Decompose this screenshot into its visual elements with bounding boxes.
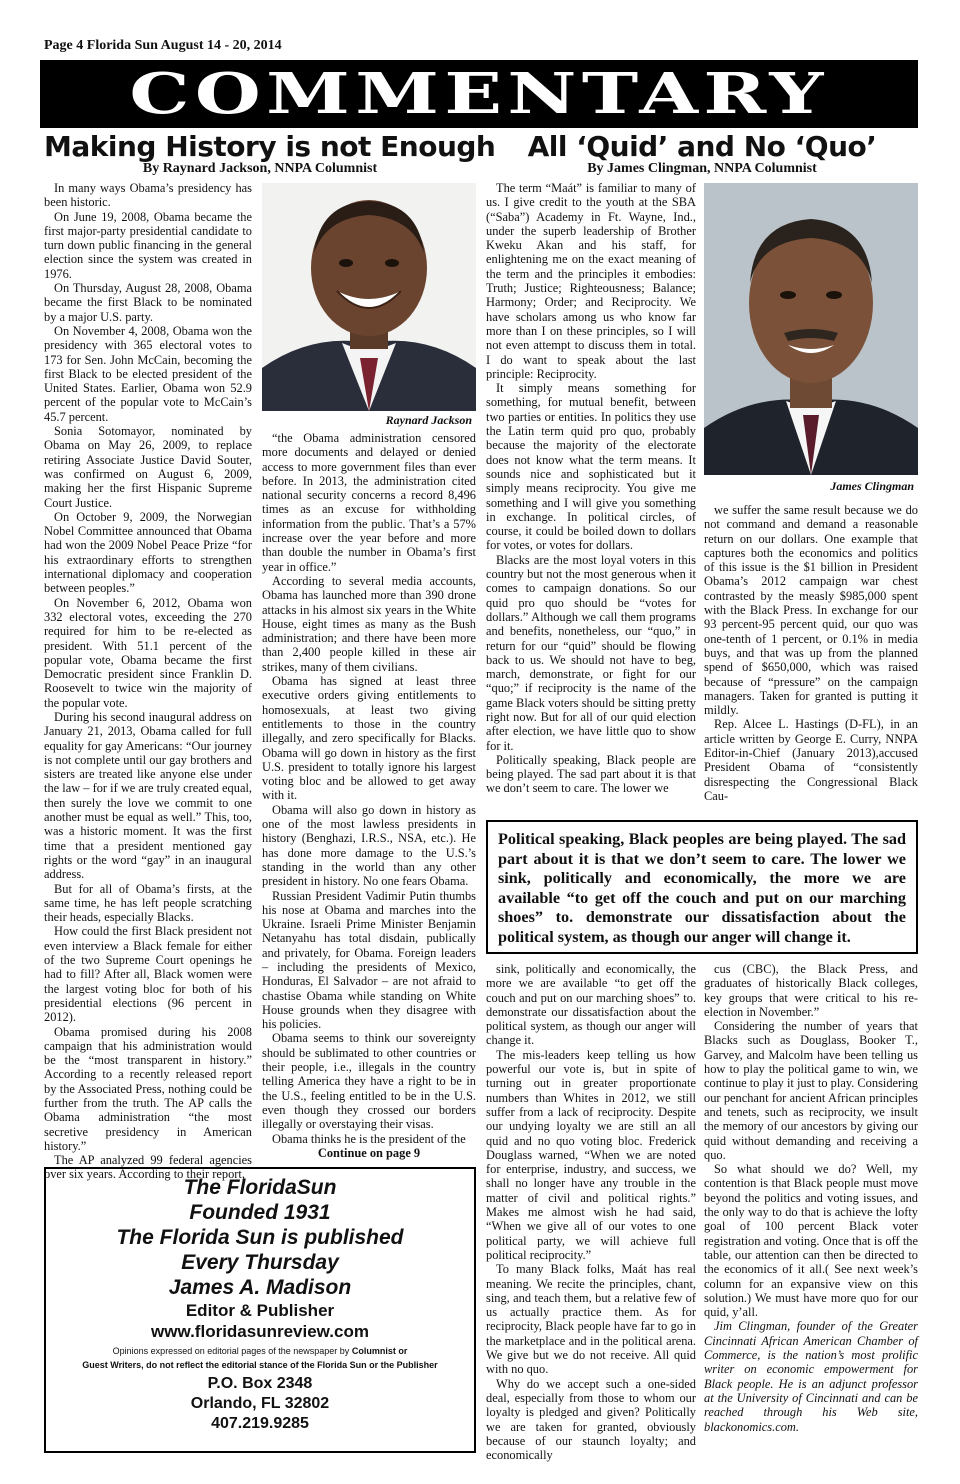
paragraph: “the Obama administration censored more documents and delayed or denied access to more government files than ever before. In 2013, the administration cited national security concerns a record 8,496 times as an excuse for withholding information from the public. That’s a 57% increase over the year before and more than double the number in Obama’s first year in office.” (262, 431, 476, 574)
masthead-disclaimer-line1 (46, 1344, 474, 1358)
paragraph: we suffer the same result because we do not command and demand a reasonable return on our dollars. One example that captures both the economics and politics of this issue is the $1 billion in President Obama’s 2012 campaign war chest contrasted by the measly $985,000 spent with the Black Press. In exchange for our 93 percent-95 percent quid, our quo was one-tenth of 1 percent, or 0.1% in media buys, and that was up from the planned spend of $650,000, which was raised because of “pressure” on the campaign managers. Taken for granted is putting it mildly. (704, 503, 918, 718)
paragraph: sink, politically and economically, the more we are available “to get off the couch and put on our marching shoes” to. demonstrate our dissatisfaction about the political system, as though our anger will change it. (486, 962, 696, 1048)
paragraph: It simply means something for something, for mutual benefit, between two parties or entities. In politics they use the Latin term quid pro quo, probably because the majority of the electorate does not know what the term means. It sounds nice and sophisticated but it simply means reciprocity. You give me something and I will give you something in exchange. In political circles, of course, it could be boiled down to dollars for votes, or votes for dollars. (486, 381, 696, 553)
paragraph: On November 4, 2008, Obama won the presidency with 365 electoral votes to 173 for Sen. John McCain, becoming the first Black to be elected president of the United States. Earlier, Obama won 52.9 percent of the popular vote to McCain’s 45.7 percent. (44, 323, 252, 424)
paragraph: Russian President Vadimir Putin thumbs his nose at Obama and marches into the Ukraine. Israeli Prime Minister Benjamin Netanyahu has total disdain, publically and privately, for Obama. Foreign leaders – including the presidents of Mexico, Honduras, El Salvador – are not afraid to chastise Obama while standing on White House grounds when they disagree with his policies. (262, 888, 476, 1032)
paragraph: The AP analyzed 99 federal agencies over six years. According to their report, (44, 1153, 252, 1182)
paragraph: How could the first Black president not even interview a Black female for either of the two Supreme Court openings he had to fill? After all, Black women were the largest voting bloc for both of his presidential elections (96 percent in 2012). (44, 924, 252, 1025)
masthead-schedule: Every Thursday (181, 1251, 339, 1274)
section-banner (40, 60, 918, 128)
paragraph: Considering the number of years that Blacks such as Douglass, Booker T., Garvey, and Malcolm have been telling us how to play the political game to win, we continue to play it just to play. Considering our penchant for ancient African principles and tenets, such as reciprocity, we insult the memory of our ancestors by giving our quid without demanding and receiving a quo. (704, 1019, 918, 1162)
right-article-column-1 (486, 181, 696, 808)
paragraph: During his second inaugural address on January 21, 2013, Obama called for full equality for gay Americans: “Our journey is not complete until our gay brothers and sisters are treated like anyone else under the law – for if we are truly created equal, then surely the love we commit to one another must be equal as well.” This, too, was a historic moment. It was the first time that a president mentioned gay rights or the word “gay” in an inaugural address. (44, 709, 252, 882)
right-article-column-3 (486, 962, 696, 1463)
paragraph: Obama thinks he is the president of the (272, 1131, 466, 1146)
disclaimer-text-b: Columnist or (351, 1346, 408, 1356)
paragraph: On Thursday, August 28, 2008, Obama became the first Black to be nominated by a major U.S. party. (44, 281, 252, 324)
page-header: Page 4 Florida Sun August 14 - 20, 2014 (44, 38, 282, 53)
paragraph: Rep. Alcee L. Hastings (D-FL), in an article written by George E. Curry, NNPA Editor-in-Chief (January 2013),accused President Obama of “consistently disrespecting the Congressional Black Cau- (704, 717, 918, 803)
masthead-publisher-name: James A. Madison (168, 1276, 352, 1299)
paragraph: The term “Maát” is familiar to many of us. I give credit to the youth at the SBA (“Saba”) Academy in Ft. Wayne, Ind., under the superb leadership of Brother Kweku Akan and his staff, for enlightening me on the exact meaning of the term and the principles it embodies: Truth; Justice; Righteousness; Balance; Harmony; Order; and Reciprocity. We have scholars among us who know far more than I on these principles, so I will not even attempt to discuss them in total. I do want to speak about the last principle: Reciprocity. (486, 181, 696, 381)
paragraph: On November 6, 2012, Obama won 332 electoral votes, exceeding the 270 required for him to be re-elected as president. With 51.1 percent of the popular vote, Obama became the first Democratic president since Franklin D. Roosevelt to twice win the majority of the popular vote. (44, 595, 252, 710)
right-photo-caption: James Clingman (830, 479, 914, 493)
paragraph: The mis-leaders keep telling us how powerful our vote is, but in spite of turning out in greater proportionate numbers than Whites in 2012, we still suffer from a lack of reciprocity. Despite our undying loyalty we are still an all quid and no quo voting bloc. Frederick Douglass warned, “When we are noted for enterprise, industry, and success, we shall no longer have any trouble in the matter of civil and political rights.” Makes me almost wish he had said, “When we give all of our votes to one political party, we will achieve full political reciprocity.” (486, 1047, 696, 1262)
paragraph: Politically speaking, Black people are being played. The sad part about it is that we don’t seem to care. The lower we (486, 752, 696, 796)
masthead-paper-name: The FloridaSun (183, 1176, 337, 1199)
left-article-column-1 (44, 181, 252, 1182)
left-photo-caption: Raynard Jackson (385, 413, 472, 427)
masthead-published: The Florida Sun is published (116, 1226, 404, 1249)
paragraph: Obama seems to think our sovereignty should be sublimated to other countries or their people, i.e., illegals in the country telling America they have a right to be in the U.S., feeling entitled to be in the U.S. even though they crossed our borders illegally or overstaying their visas. (262, 1031, 476, 1132)
paragraph: According to several media accounts, Obama has launched more than 390 drone attacks in his almost six years in the White House, eight times as many as the Bush administration; and there have been more than 2,400 people killed in these air strikes, many of them civilians. (262, 573, 476, 674)
paragraph: Sonia Sotomayor, nominated by Obama on May 26, 2009, to replace retiring Associate Justice David Souter, was confirmed on August 6, 2009, making her the first Hispanic Supreme Court Justice. (44, 424, 252, 510)
masthead-box (44, 1167, 476, 1453)
right-article-column-4 (704, 962, 918, 1460)
left-article-column-2 (262, 431, 476, 1159)
masthead-publisher-title: Editor & Publisher (185, 1301, 335, 1320)
paragraph: cus (CBC), the Black Press, and graduates of historically Black colleges, key groups that were critical to his re-election in November.” (704, 962, 918, 1019)
right-article-column-2 (704, 503, 918, 808)
paragraph: Blacks are the most loyal voters in this country but not the most generous when it comes to campaign donations. So our quid pro quo should be “votes for dollars.” Although we call them programs and benefits, nonetheless, our “quo,” in return for our “quid” should be flowing back to us. We should not have to beg, march, demonstrate, or fight for our “quo;” if reciprocity is the name of the game Black voters should be sitting pretty right now. But for all of our quid election after election, we have little quo to show for it. (486, 552, 696, 753)
paragraph: Obama has signed at least three executive orders giving entitlements to homosexuals, at least two giving entitlements to those in the country illegally, and zero specifically for Blacks. Obama will go down in history as the first U.S. president to totally ignore his largest voting bloc and be allowed to get away with it. (262, 674, 476, 803)
masthead-city: Orlando, FL 32802 (190, 1395, 330, 1412)
disclaimer-text-a: Opinions expressed on editorial pages of the newspaper by (112, 1346, 350, 1356)
paragraph: Why do we accept such a one-sided deal, especially from those to whom our loyalty is pledged and given? Politically we are taken for granted, obviously because of our staunch loyalty; and economically (486, 1376, 696, 1463)
right-headline: All ‘Quid’ and No ‘Quo’ (527, 130, 877, 163)
right-byline: By James Clingman, NNPA Columnist (587, 161, 817, 176)
paragraph: On June 19, 2008, Obama became the first major-party presidential candidate to turn down public financing in the general election since the system was created in 1976. (44, 209, 252, 281)
paragraph: To many Black folks, Maát has real meaning. We recite the principles, chant, sing, and teach them, but a relative few of us actually practice them. As for reciprocity, Black people have far to go in the marketplace and in the political arena. We give but we do not receive. All quid with no quo. (486, 1262, 696, 1377)
continue-note: Continue on page 9 (317, 1145, 421, 1160)
paragraph: So what should we do? Well, my contention is that Black people must move beyond the politics and voting issues, and the only way to do that is achieve the lofty goal of 100 percent Black voter registration and voting. Once that is off the table, our attention can then be directed to the economics of it all.( See next week’s column for an expansive view on this solution.) We must have more quo for our quid, y’all. (704, 1162, 918, 1320)
left-byline: By Raynard Jackson, NNPA Columnist (142, 161, 378, 176)
paragraph: On October 9, 2009, the Norwegian Nobel Committee announced that Obama had won the 2009 Nobel Peace Prize “for his extraordinary efforts to strengthen international diplomacy and cooperation between peoples.” (44, 509, 252, 596)
author-bio: Jim Clingman, founder of the Greater Cincinnati African American Chamber of Commerce, is the nation’s most prolific writer on economic empowerment for Black people. He is an adjunct professor at the University of Cincinnati and can be reached through his Web site, blackonomics.com. (704, 1319, 918, 1434)
masthead-disclaimer-line2: Guest Writers, do not reflect the editorial stance of the Florida Sun or the Publisher (82, 1360, 438, 1370)
masthead-po-box: P.O. Box 2348 (207, 1375, 313, 1392)
masthead-website[interactable]: www.floridasunreview.com (151, 1322, 369, 1341)
raynard-jackson-photo (262, 183, 476, 411)
masthead-phone: 407.219.9285 (211, 1415, 309, 1432)
left-headline: Making History is not Enough (44, 130, 496, 163)
paragraph: Obama will also go down in history as one of the most lawless presidents in history (Benghazi, I.R.S., NSA, etc.). He has done more damage to the U.S.’s standing in the world than any other president in history. No one fears Obama. (262, 802, 476, 889)
section-title: COMMENTARY (129, 61, 829, 127)
pull-quote: Political speaking, Black peoples are being played. The sad part about it is that we don’t seem to care. The lower we sink, politically and economically, the more we are available “to get off the couch and put on our marching shoes” to. demonstrate our dissatisfaction about the political system, as though our anger will change it. (486, 820, 918, 954)
paragraph: In many ways Obama’s presidency has been historic. (44, 181, 252, 210)
masthead-founded: Founded 1931 (189, 1201, 331, 1224)
james-clingman-photo (704, 183, 918, 475)
paragraph: But for all of Obama’s firsts, at the same time, he has left people scratching their heads, especially Blacks. (44, 881, 252, 925)
paragraph: Obama promised during his 2008 campaign that his administration would be the “most transparent in history.” According to a recently released report by the Associated Press, nothing could be further from the truth. The AP calls the Obama administration “the most secretive presidency in American history.” (44, 1024, 252, 1153)
